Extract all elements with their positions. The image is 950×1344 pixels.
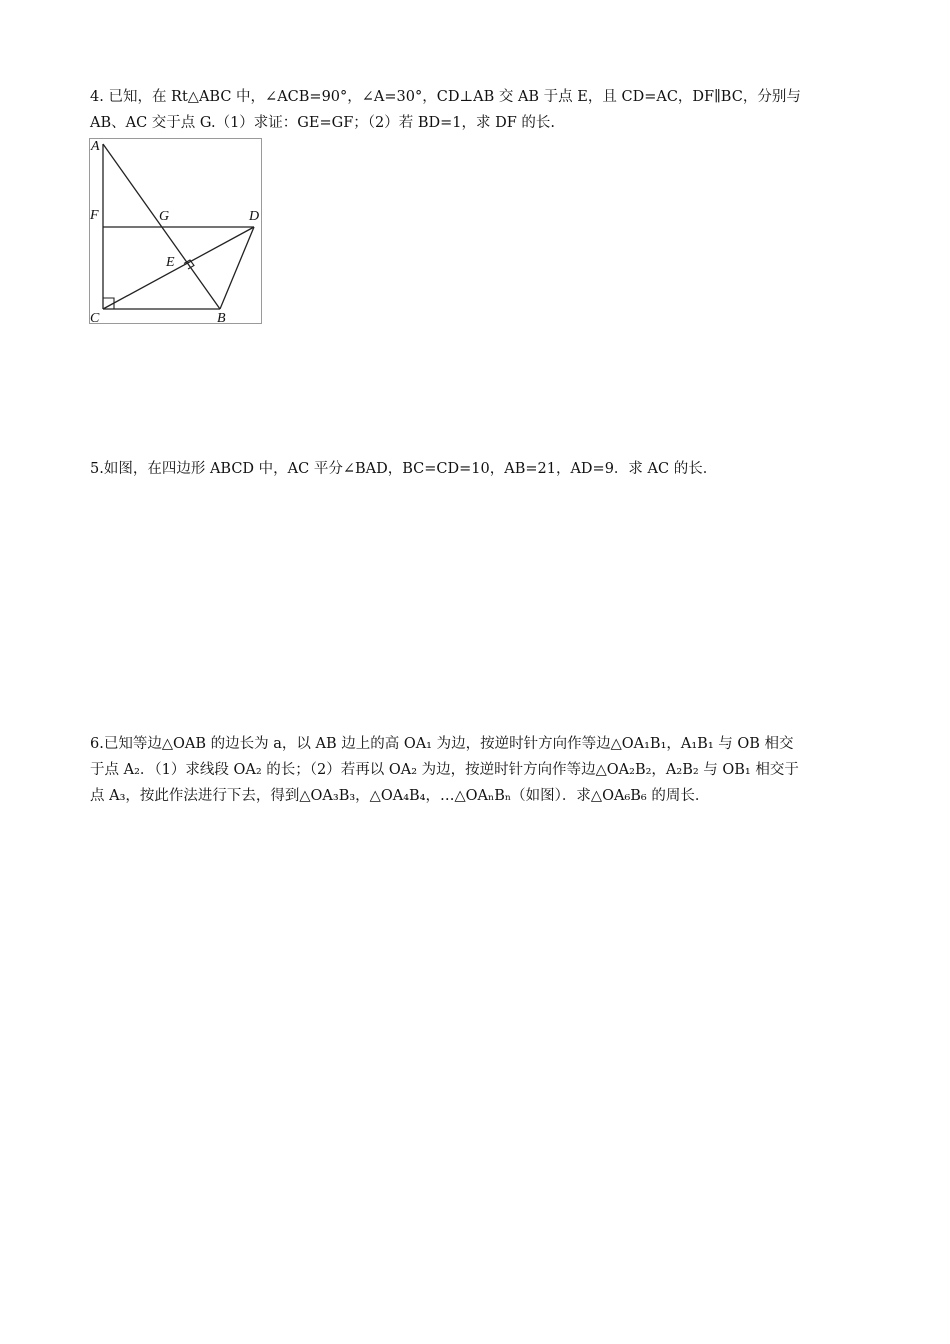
geometry-figure (89, 138, 263, 325)
problem-4 (90, 84, 862, 136)
problem-6-line-2: 于点 A₂．（1）求线段 OA₂ 的长；（2）若再以 OA₂ 为边，按逆时针方向作等边△OA₂B₂，A₂B₂ 与 OB₁ 相交于 (90, 762, 799, 778)
problem-6-line-1: 6.已知等边△OAB 的边长为 a，以 AB 边上的高 OA₁ 为边，按逆时针方向作等边△OA₁B₁，A₁B₁ 与 OB 相交 (90, 736, 794, 752)
problem-5 (90, 456, 862, 482)
label-e: E (166, 255, 175, 270)
problem-6 (90, 731, 862, 809)
segment-db (220, 227, 254, 309)
problem-5-line-1: 5.如图，在四边形 ABCD 中，AC 平分∠BAD，BC=CD=10，AB=21，AD=9．求 AC 的长． (90, 461, 718, 477)
label-f: F (90, 208, 99, 223)
triangle-diagram (89, 138, 263, 325)
label-b: B (217, 311, 226, 325)
label-d: D (249, 209, 260, 224)
label-g: G (159, 209, 170, 224)
figure-frame (90, 139, 262, 324)
label-a: A (91, 139, 100, 154)
segment-cd (103, 227, 254, 309)
problem-6-line-3: 点 A₃，按此作法进行下去，得到△OA₃B₃，△OA₄B₄，…△OAₙBₙ（如图）．求△OA₆B₆ 的周长． (90, 788, 710, 804)
problem-4-line-1: 4. 已知，在 Rt△ABC 中，∠ACB=90°，∠A=30°，CD⊥AB 交 AB 于点 E，且 CD=AC，DF∥BC，分别与 (90, 89, 801, 105)
label-c: C (90, 311, 100, 325)
problem-4-line-2: AB、AC 交于点 G.（1）求证：GE=GF；（2）若 BD=1，求 DF 的长. (90, 115, 556, 131)
